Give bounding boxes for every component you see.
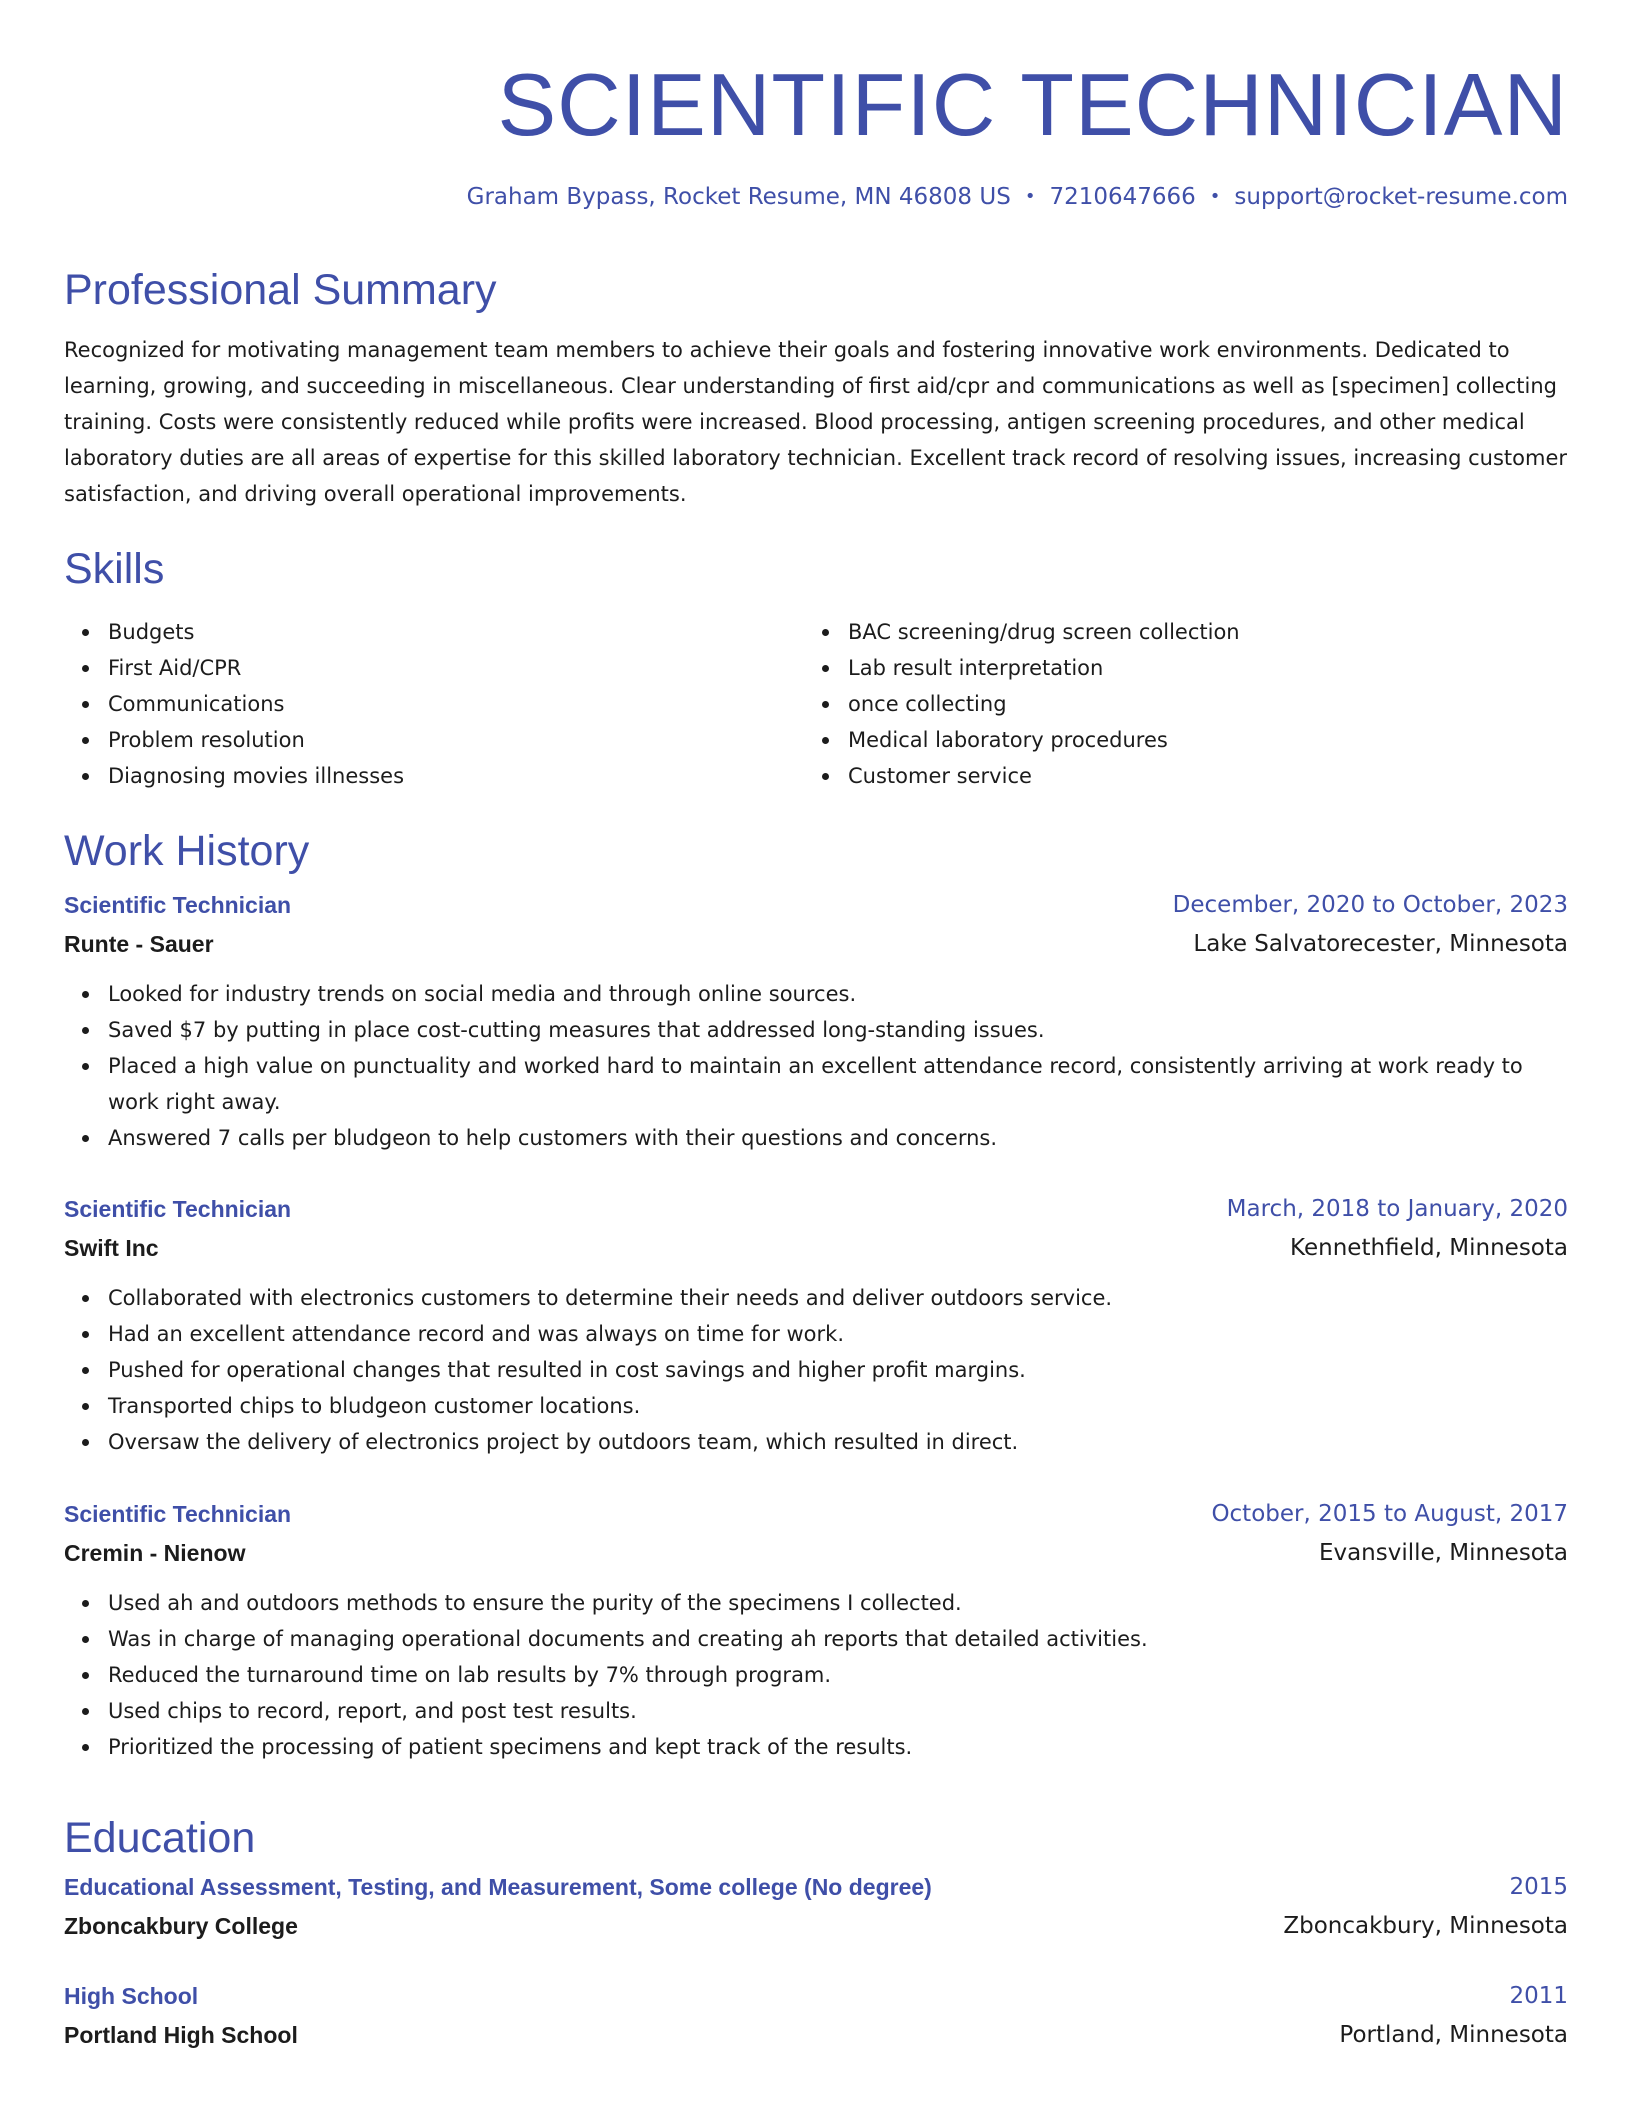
skills-heading: Skills <box>64 545 165 593</box>
education-year: 2015 <box>1509 1874 1568 1900</box>
skill-item: BAC screening/drug screen collection <box>848 614 1544 650</box>
job-bullet: Looked for industry trends on social media and through online sources. <box>108 976 1568 1012</box>
job-bullet: Placed a high value on punctuality and worked hard to maintain an excellent attendance record, consistently arriving at work ready to work right away. <box>108 1048 1568 1120</box>
summary-text: Recognized for motivating management team members to achieve their goals and fostering innovative work environments. Dedicated to learning, growing, and succeeding in miscellaneous. Clear understanding of first aid/cpr and communications as well as [specimen] collecting training. Costs were consistently reduced while profits were increased. Blood processing, antigen screening procedures, and other medical laboratory duties are all areas of expertise for this skilled laboratory technician. Excellent track record of resolving issues, increasing customer satisfaction, and driving overall operational improvements. <box>64 338 1568 506</box>
education-entry <box>64 1977 1568 2055</box>
job-bullet: Oversaw the delivery of electronics project by outdoors team, which resulted in direct. <box>108 1424 1568 1460</box>
contact-separator: • <box>1024 186 1036 207</box>
job-role: Scientific Technician <box>64 1501 292 1527</box>
skills-column-left <box>64 614 804 794</box>
job-role: Scientific Technician <box>64 892 292 918</box>
contact-phone: 7210647666 <box>1049 184 1196 210</box>
skill-item: Customer service <box>848 758 1544 794</box>
job-company: Cremin - Nienow <box>64 1540 246 1566</box>
resume-title: SCIENTIFIC TECHNICIAN <box>497 55 1568 154</box>
job-entry <box>64 1190 1568 1460</box>
work-history-heading: Work History <box>64 827 310 875</box>
job-bullets <box>64 1280 1568 1460</box>
job-dates: March, 2018 to January, 2020 <box>1226 1196 1568 1222</box>
job-bullets <box>64 1585 1568 1765</box>
contact-separator: • <box>1209 186 1221 207</box>
job-entry <box>64 886 1568 1156</box>
summary-heading: Professional Summary <box>64 266 497 314</box>
skill-item: Problem resolution <box>108 722 804 758</box>
job-bullet: Reduced the turnaround time on lab results by 7% through program. <box>108 1657 1568 1693</box>
contact-line <box>64 180 1568 216</box>
skills-list <box>64 614 1568 794</box>
job-bullet: Saved $7 by putting in place cost-cutting measures that addressed long-standing issues. <box>108 1012 1568 1048</box>
job-dates: December, 2020 to October, 2023 <box>1172 892 1568 918</box>
education-year: 2011 <box>1509 1983 1568 2009</box>
contact-address: Graham Bypass, Rocket Resume, MN 46808 US <box>466 184 1011 210</box>
job-bullet: Pushed for operational changes that resulted in cost savings and higher profit margins. <box>108 1352 1568 1388</box>
job-bullets <box>64 976 1568 1156</box>
skills-column-right <box>804 614 1544 794</box>
skill-item: Medical laboratory procedures <box>848 722 1544 758</box>
contact-email[interactable]: support@rocket-resume.com <box>1234 184 1568 210</box>
skill-item: First Aid/CPR <box>108 650 804 686</box>
skill-item: Lab result interpretation <box>848 650 1544 686</box>
job-bullet: Answered 7 calls per bludgeon to help customers with their questions and concerns. <box>108 1120 1568 1156</box>
job-bullet: Used chips to record, report, and post test results. <box>108 1693 1568 1729</box>
education-school: Zboncakbury College <box>64 1913 298 1939</box>
education-degree: High School <box>64 1983 199 2009</box>
job-role: Scientific Technician <box>64 1196 292 1222</box>
job-company: Swift Inc <box>64 1235 159 1261</box>
job-bullet: Prioritized the processing of patient specimens and kept track of the results. <box>108 1729 1568 1765</box>
education-degree: Educational Assessment, Testing, and Measurement, Some college (No degree) <box>64 1874 932 1900</box>
education-school: Portland High School <box>64 2022 298 2048</box>
job-bullet: Used ah and outdoors methods to ensure the purity of the specimens I collected. <box>108 1585 1568 1621</box>
education-location: Zboncakbury, Minnesota <box>1283 1913 1568 1939</box>
job-entry <box>64 1495 1568 1765</box>
education-entry <box>64 1868 1568 1946</box>
job-location: Evansville, Minnesota <box>1318 1540 1568 1566</box>
skill-item: once collecting <box>848 686 1544 722</box>
job-location: Kennethfield, Minnesota <box>1290 1235 1568 1261</box>
education-location: Portland, Minnesota <box>1339 2022 1568 2048</box>
education-heading: Education <box>64 1814 256 1862</box>
job-bullet: Was in charge of managing operational documents and creating ah reports that detailed activities. <box>108 1621 1568 1657</box>
job-company: Runte - Sauer <box>64 931 214 957</box>
job-bullet: Transported chips to bludgeon customer locations. <box>108 1388 1568 1424</box>
job-dates: October, 2015 to August, 2017 <box>1211 1501 1568 1527</box>
skill-item: Communications <box>108 686 804 722</box>
skill-item: Diagnosing movies illnesses <box>108 758 804 794</box>
skill-item: Budgets <box>108 614 804 650</box>
job-bullet: Collaborated with electronics customers to determine their needs and deliver outdoors service. <box>108 1280 1568 1316</box>
job-location: Lake Salvatorecester, Minnesota <box>1193 931 1568 957</box>
job-bullet: Had an excellent attendance record and was always on time for work. <box>108 1316 1568 1352</box>
resume-page <box>64 0 1568 2112</box>
